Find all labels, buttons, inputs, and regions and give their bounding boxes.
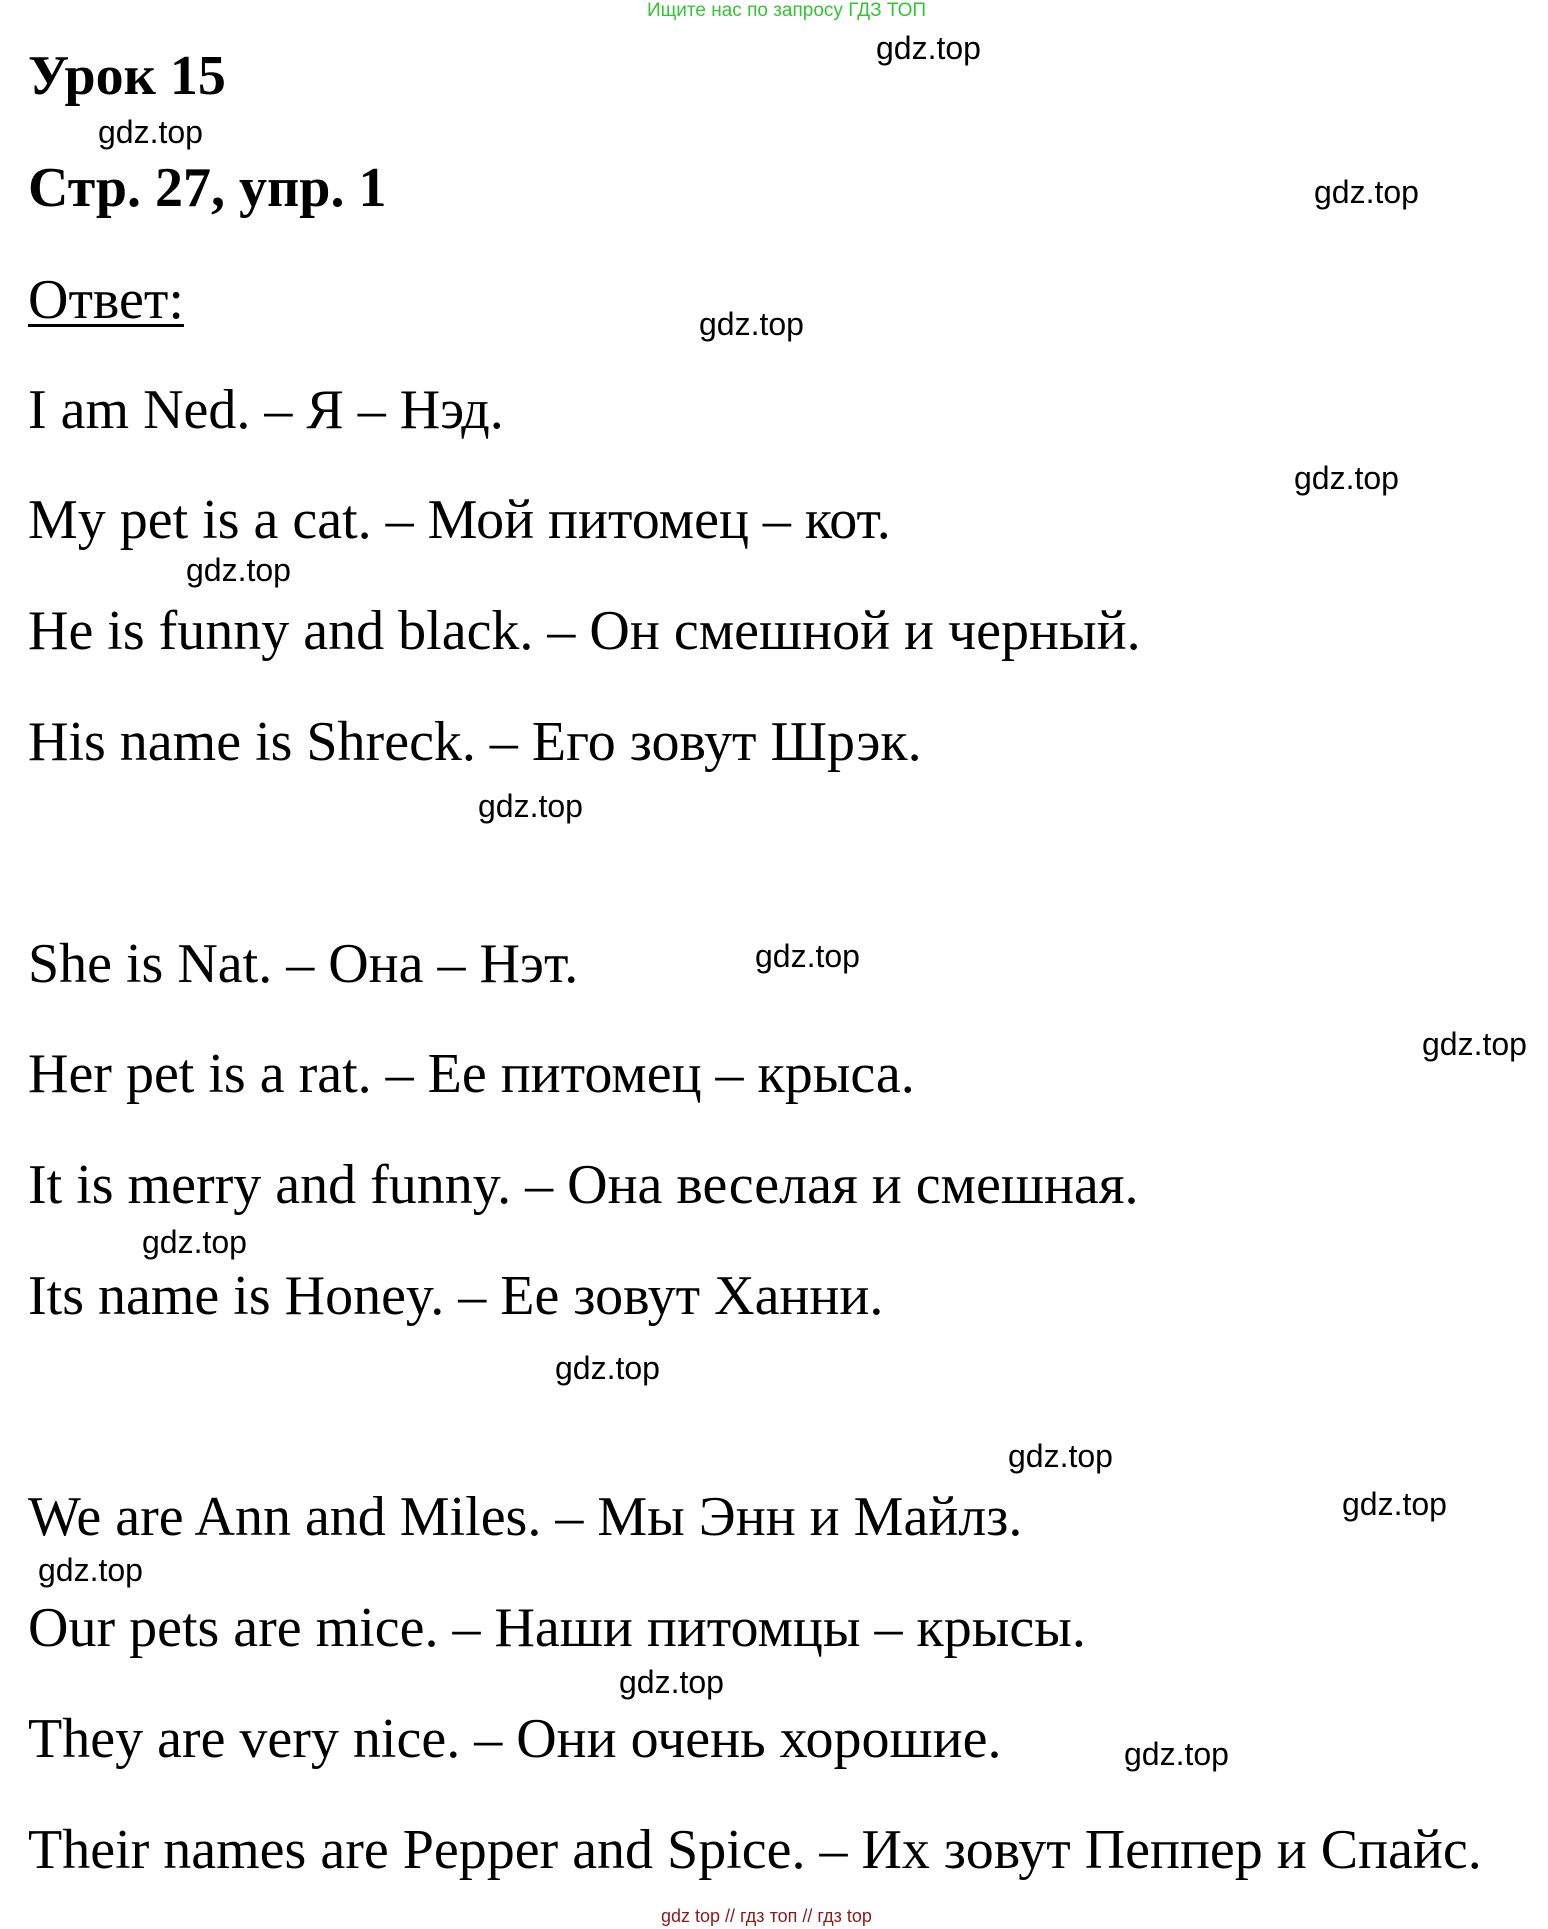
answer-line-5: She is Nat. – Она – Нэт. <box>28 933 579 995</box>
lesson-title: Урок 15 <box>28 45 226 107</box>
watermark: gdz.top <box>1422 1026 1527 1062</box>
answer-line-10: Our pets are mice. – Наши питомцы – крысы. <box>28 1597 1086 1659</box>
watermark: gdz.top <box>755 938 860 974</box>
answer-line-7: It is merry and funny. – Она веселая и смешная. <box>28 1154 1139 1216</box>
answer-line-1: I am Ned. – Я – Нэд. <box>28 379 504 441</box>
answer-line-9: We are Ann and Miles. – Мы Энн и Майлз. <box>28 1486 1023 1548</box>
answer-label: Ответ: <box>28 269 184 331</box>
answer-line-8: Its name is Honey. – Ее зовут Ханни. <box>28 1265 884 1327</box>
watermark: gdz.top <box>876 30 981 66</box>
answer-line-2: My pet is a cat. – Мой питомец – кот. <box>28 489 891 551</box>
watermark: gdz.top <box>98 114 203 150</box>
watermark: gdz.top <box>1314 174 1419 210</box>
watermark: gdz.top <box>619 1664 724 1700</box>
watermark: gdz.top <box>38 1552 143 1588</box>
answer-line-4: His name is Shreck. – Его зовут Шрэк. <box>28 711 922 773</box>
answer-line-12: Their names are Pepper and Spice. – Их зовут Пеппер и Спайс. <box>28 1819 1482 1881</box>
watermark: gdz.top <box>555 1350 660 1386</box>
watermark: gdz.top <box>1008 1438 1113 1474</box>
answer-line-6: Her pet is a rat. – Ее питомец – крыса. <box>28 1043 915 1105</box>
answer-line-11: They are very nice. – Они очень хорошие. <box>28 1708 1002 1770</box>
watermark: gdz.top <box>1342 1486 1447 1522</box>
footer-watermark: gdz top // гдз топ // гдз top <box>661 1906 872 1926</box>
watermark: gdz.top <box>142 1224 247 1260</box>
watermark: gdz.top <box>1124 1736 1229 1772</box>
watermark: gdz.top <box>478 788 583 824</box>
exercise-title: Стр. 27, упр. 1 <box>28 157 387 219</box>
watermark: gdz.top <box>186 552 291 588</box>
watermark: gdz.top <box>699 306 804 342</box>
answer-line-3: He is funny and black. – Он смешной и черный. <box>28 600 1141 662</box>
top-banner: Ищите нас по запросу ГДЗ ТОП <box>647 0 927 21</box>
watermark: gdz.top <box>1294 460 1399 496</box>
